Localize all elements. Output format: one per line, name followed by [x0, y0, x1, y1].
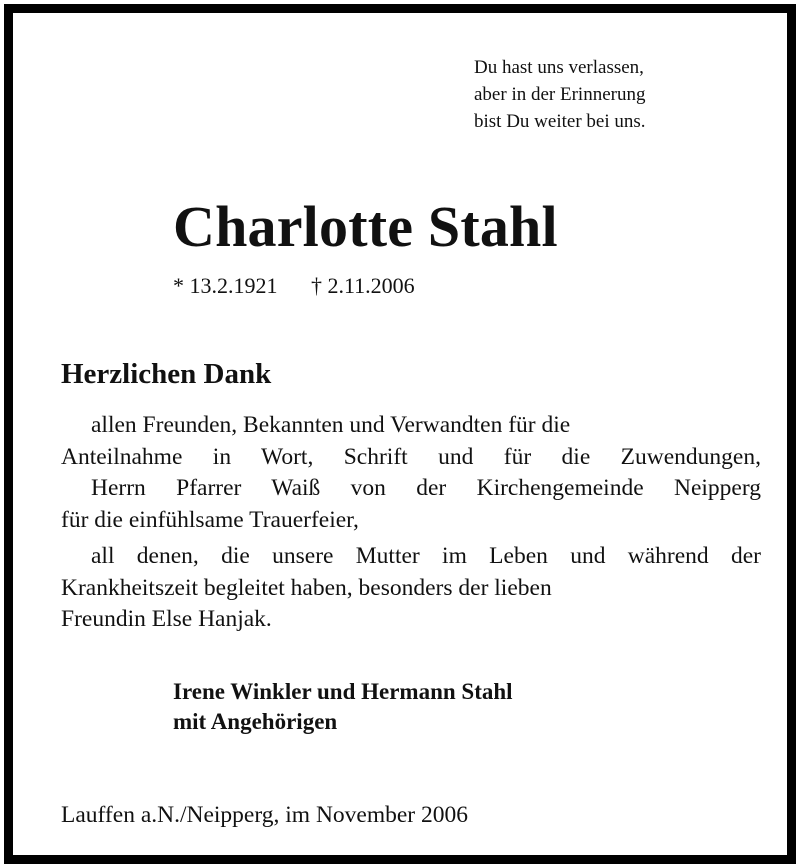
- deceased-name: Charlotte Stahl: [173, 194, 558, 259]
- place-and-date: Lauffen a.N./Neipperg, im November 2006: [61, 802, 469, 828]
- life-dates: [173, 272, 415, 300]
- paragraph-line: all denen, die unsere Mutter im Leben und während der: [91, 543, 761, 569]
- thanks-heading: Herzlichen Dank: [61, 358, 272, 390]
- paragraph-line: allen Freunden, Bekannten und Verwandten für die: [91, 412, 571, 438]
- motto-line: Du hast uns verlassen,: [474, 57, 644, 78]
- motto-line: bist Du weiter bei uns.: [474, 111, 646, 132]
- memorial-motto: [474, 54, 646, 135]
- thanks-paragraph: [61, 410, 761, 473]
- motto-line: aber in der Erinnerung: [474, 84, 646, 105]
- signature-block: [173, 677, 513, 737]
- paragraph-line: Anteilnahme in Wort, Schrift und für die Zuwendungen,: [61, 443, 761, 470]
- paragraph-line: Krankheitszeit begleitet haben, besonders der lieben: [61, 574, 552, 601]
- notice-frame: [4, 4, 796, 864]
- paragraph-line: Freundin Else Hanjak.: [61, 606, 272, 632]
- thanks-paragraph: [61, 541, 761, 636]
- birth-date: * 13.2.1921: [173, 273, 278, 298]
- signature-line: Irene Winkler und Hermann Stahl: [173, 679, 513, 704]
- thanks-paragraph: [61, 473, 761, 536]
- paragraph-line: Herrn Pfarrer Waiß von der Kirchengemeinde Neipperg: [91, 475, 761, 501]
- paragraph-line: für die einfühlsame Trauerfeier,: [61, 506, 359, 533]
- death-date: † 2.11.2006: [311, 273, 415, 298]
- signature-line: mit Angehörigen: [173, 709, 338, 734]
